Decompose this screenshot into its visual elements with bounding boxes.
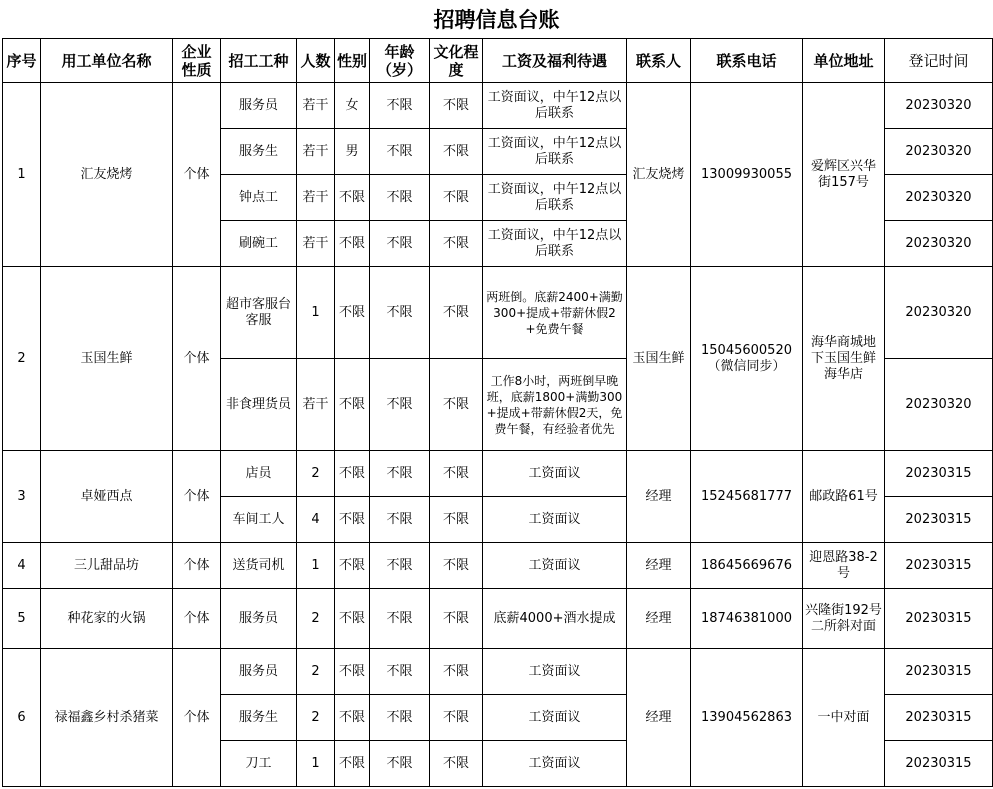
header-cell: 企业性质 (173, 39, 221, 83)
table-row (3, 649, 993, 695)
job-age: 不限 (370, 83, 430, 129)
company-type: 个体 (173, 83, 221, 267)
job-gender: 不限 (335, 221, 370, 267)
register-date: 20230320 (885, 83, 993, 129)
job-count: 若干 (297, 175, 335, 221)
job-count: 2 (297, 649, 335, 695)
job-gender: 不限 (335, 451, 370, 497)
job-gender: 不限 (335, 359, 370, 451)
table-row (3, 451, 993, 497)
job-title: 刀工 (221, 741, 297, 787)
job-gender: 不限 (335, 695, 370, 741)
row-number: 5 (3, 589, 41, 649)
job-age: 不限 (370, 129, 430, 175)
header-cell: 登记时间 (885, 39, 993, 83)
job-education: 不限 (430, 589, 483, 649)
job-education: 不限 (430, 543, 483, 589)
header-cell: 年龄（岁） (370, 39, 430, 83)
job-gender: 不限 (335, 175, 370, 221)
job-pay: 工资面议 (483, 451, 627, 497)
job-age: 不限 (370, 267, 430, 359)
company-name: 禄福鑫乡村杀猪菜 (41, 649, 173, 787)
job-title: 服务员 (221, 589, 297, 649)
company-address: 迎恩路38-2号 (803, 543, 885, 589)
job-pay: 工资面议，中午12点以后联系 (483, 221, 627, 267)
job-education: 不限 (430, 83, 483, 129)
register-date: 20230320 (885, 129, 993, 175)
header-cell: 工资及福利待遇 (483, 39, 627, 83)
job-count: 1 (297, 267, 335, 359)
row-number: 3 (3, 451, 41, 543)
job-age: 不限 (370, 175, 430, 221)
job-count: 若干 (297, 221, 335, 267)
contact-phone: 15245681777 (691, 451, 803, 543)
contact-phone: 15045600520（微信同步） (691, 267, 803, 451)
company-address: 一中对面 (803, 649, 885, 787)
header-cell: 性别 (335, 39, 370, 83)
header-cell: 联系电话 (691, 39, 803, 83)
contact-person: 经理 (627, 649, 691, 787)
page-title: 招聘信息台账 (433, 8, 560, 32)
job-pay: 工资面议 (483, 695, 627, 741)
row-number: 4 (3, 543, 41, 589)
job-title: 刷碗工 (221, 221, 297, 267)
row-number: 1 (3, 83, 41, 267)
job-age: 不限 (370, 649, 430, 695)
job-age: 不限 (370, 543, 430, 589)
job-title: 服务员 (221, 83, 297, 129)
header-cell: 联系人 (627, 39, 691, 83)
header-cell: 招工工种 (221, 39, 297, 83)
job-count: 2 (297, 589, 335, 649)
contact-phone: 13009930055 (691, 83, 803, 267)
job-gender: 不限 (335, 589, 370, 649)
job-gender: 男 (335, 129, 370, 175)
row-number: 6 (3, 649, 41, 787)
contact-person: 汇友烧烤 (627, 83, 691, 267)
header-cell: 序号 (3, 39, 41, 83)
register-date: 20230315 (885, 543, 993, 589)
job-count: 2 (297, 451, 335, 497)
job-title: 服务生 (221, 129, 297, 175)
company-name: 卓娅西点 (41, 451, 173, 543)
job-title: 服务员 (221, 649, 297, 695)
table-row (3, 543, 993, 589)
job-title: 非食理货员 (221, 359, 297, 451)
job-pay: 工资面议 (483, 497, 627, 543)
company-address: 海华商城地下玉国生鲜海华店 (803, 267, 885, 451)
job-count: 4 (297, 497, 335, 543)
job-title: 送货司机 (221, 543, 297, 589)
contact-person: 经理 (627, 589, 691, 649)
job-pay: 工资面议 (483, 543, 627, 589)
register-date: 20230320 (885, 221, 993, 267)
register-date: 20230320 (885, 175, 993, 221)
job-age: 不限 (370, 359, 430, 451)
company-type: 个体 (173, 589, 221, 649)
job-pay: 工资面议，中午12点以后联系 (483, 83, 627, 129)
register-date: 20230320 (885, 267, 993, 359)
company-type: 个体 (173, 451, 221, 543)
company-address: 邮政路61号 (803, 451, 885, 543)
register-date: 20230320 (885, 359, 993, 451)
job-title: 服务生 (221, 695, 297, 741)
job-age: 不限 (370, 695, 430, 741)
company-name: 三儿甜品坊 (41, 543, 173, 589)
job-age: 不限 (370, 497, 430, 543)
job-gender: 不限 (335, 741, 370, 787)
company-type: 个体 (173, 543, 221, 589)
job-education: 不限 (430, 359, 483, 451)
job-gender: 不限 (335, 497, 370, 543)
job-education: 不限 (430, 175, 483, 221)
job-pay: 底薪4000+酒水提成 (483, 589, 627, 649)
register-date: 20230315 (885, 695, 993, 741)
job-count: 若干 (297, 359, 335, 451)
job-count: 2 (297, 695, 335, 741)
job-title: 车间工人 (221, 497, 297, 543)
register-date: 20230315 (885, 497, 993, 543)
job-count: 1 (297, 543, 335, 589)
company-address: 爱辉区兴华街157号 (803, 83, 885, 267)
header-cell: 人数 (297, 39, 335, 83)
header-cell: 用工单位名称 (41, 39, 173, 83)
job-pay: 工资面议 (483, 741, 627, 787)
table-row (3, 589, 993, 649)
contact-person: 玉国生鲜 (627, 267, 691, 451)
job-title: 超市客服台客服 (221, 267, 297, 359)
register-date: 20230315 (885, 589, 993, 649)
header-cell: 单位地址 (803, 39, 885, 83)
register-date: 20230315 (885, 451, 993, 497)
table-row (3, 267, 993, 359)
register-date: 20230315 (885, 741, 993, 787)
job-education: 不限 (430, 741, 483, 787)
job-education: 不限 (430, 221, 483, 267)
job-gender: 不限 (335, 649, 370, 695)
header-row (3, 39, 993, 83)
company-type: 个体 (173, 649, 221, 787)
recruitment-table (2, 38, 993, 787)
job-count: 1 (297, 741, 335, 787)
job-title: 钟点工 (221, 175, 297, 221)
job-education: 不限 (430, 695, 483, 741)
contact-person: 经理 (627, 543, 691, 589)
job-title: 店员 (221, 451, 297, 497)
register-date: 20230315 (885, 649, 993, 695)
job-pay: 工资面议，中午12点以后联系 (483, 129, 627, 175)
job-education: 不限 (430, 129, 483, 175)
company-name: 种花家的火锅 (41, 589, 173, 649)
company-address: 兴隆街192号二所斜对面 (803, 589, 885, 649)
job-gender: 不限 (335, 543, 370, 589)
contact-phone: 13904562863 (691, 649, 803, 787)
job-education: 不限 (430, 497, 483, 543)
job-gender: 女 (335, 83, 370, 129)
job-education: 不限 (430, 649, 483, 695)
job-age: 不限 (370, 451, 430, 497)
job-count: 若干 (297, 83, 335, 129)
company-name: 玉国生鲜 (41, 267, 173, 451)
job-education: 不限 (430, 267, 483, 359)
job-age: 不限 (370, 589, 430, 649)
job-pay: 工作8小时，两班倒早晚班，底薪1800+满勤300+提成+带薪休假2天，免费午餐，有经验者优先 (483, 359, 627, 451)
job-age: 不限 (370, 221, 430, 267)
job-pay: 两班倒。底薪2400+满勤300+提成+带薪休假2+免费午餐 (483, 267, 627, 359)
contact-phone: 18645669676 (691, 543, 803, 589)
contact-phone: 18746381000 (691, 589, 803, 649)
job-pay: 工资面议 (483, 649, 627, 695)
job-gender: 不限 (335, 267, 370, 359)
job-pay: 工资面议，中午12点以后联系 (483, 175, 627, 221)
table-row (3, 83, 993, 129)
company-type: 个体 (173, 267, 221, 451)
job-count: 若干 (297, 129, 335, 175)
job-education: 不限 (430, 451, 483, 497)
company-name: 汇友烧烤 (41, 83, 173, 267)
contact-person: 经理 (627, 451, 691, 543)
header-cell: 文化程度 (430, 39, 483, 83)
row-number: 2 (3, 267, 41, 451)
job-age: 不限 (370, 741, 430, 787)
